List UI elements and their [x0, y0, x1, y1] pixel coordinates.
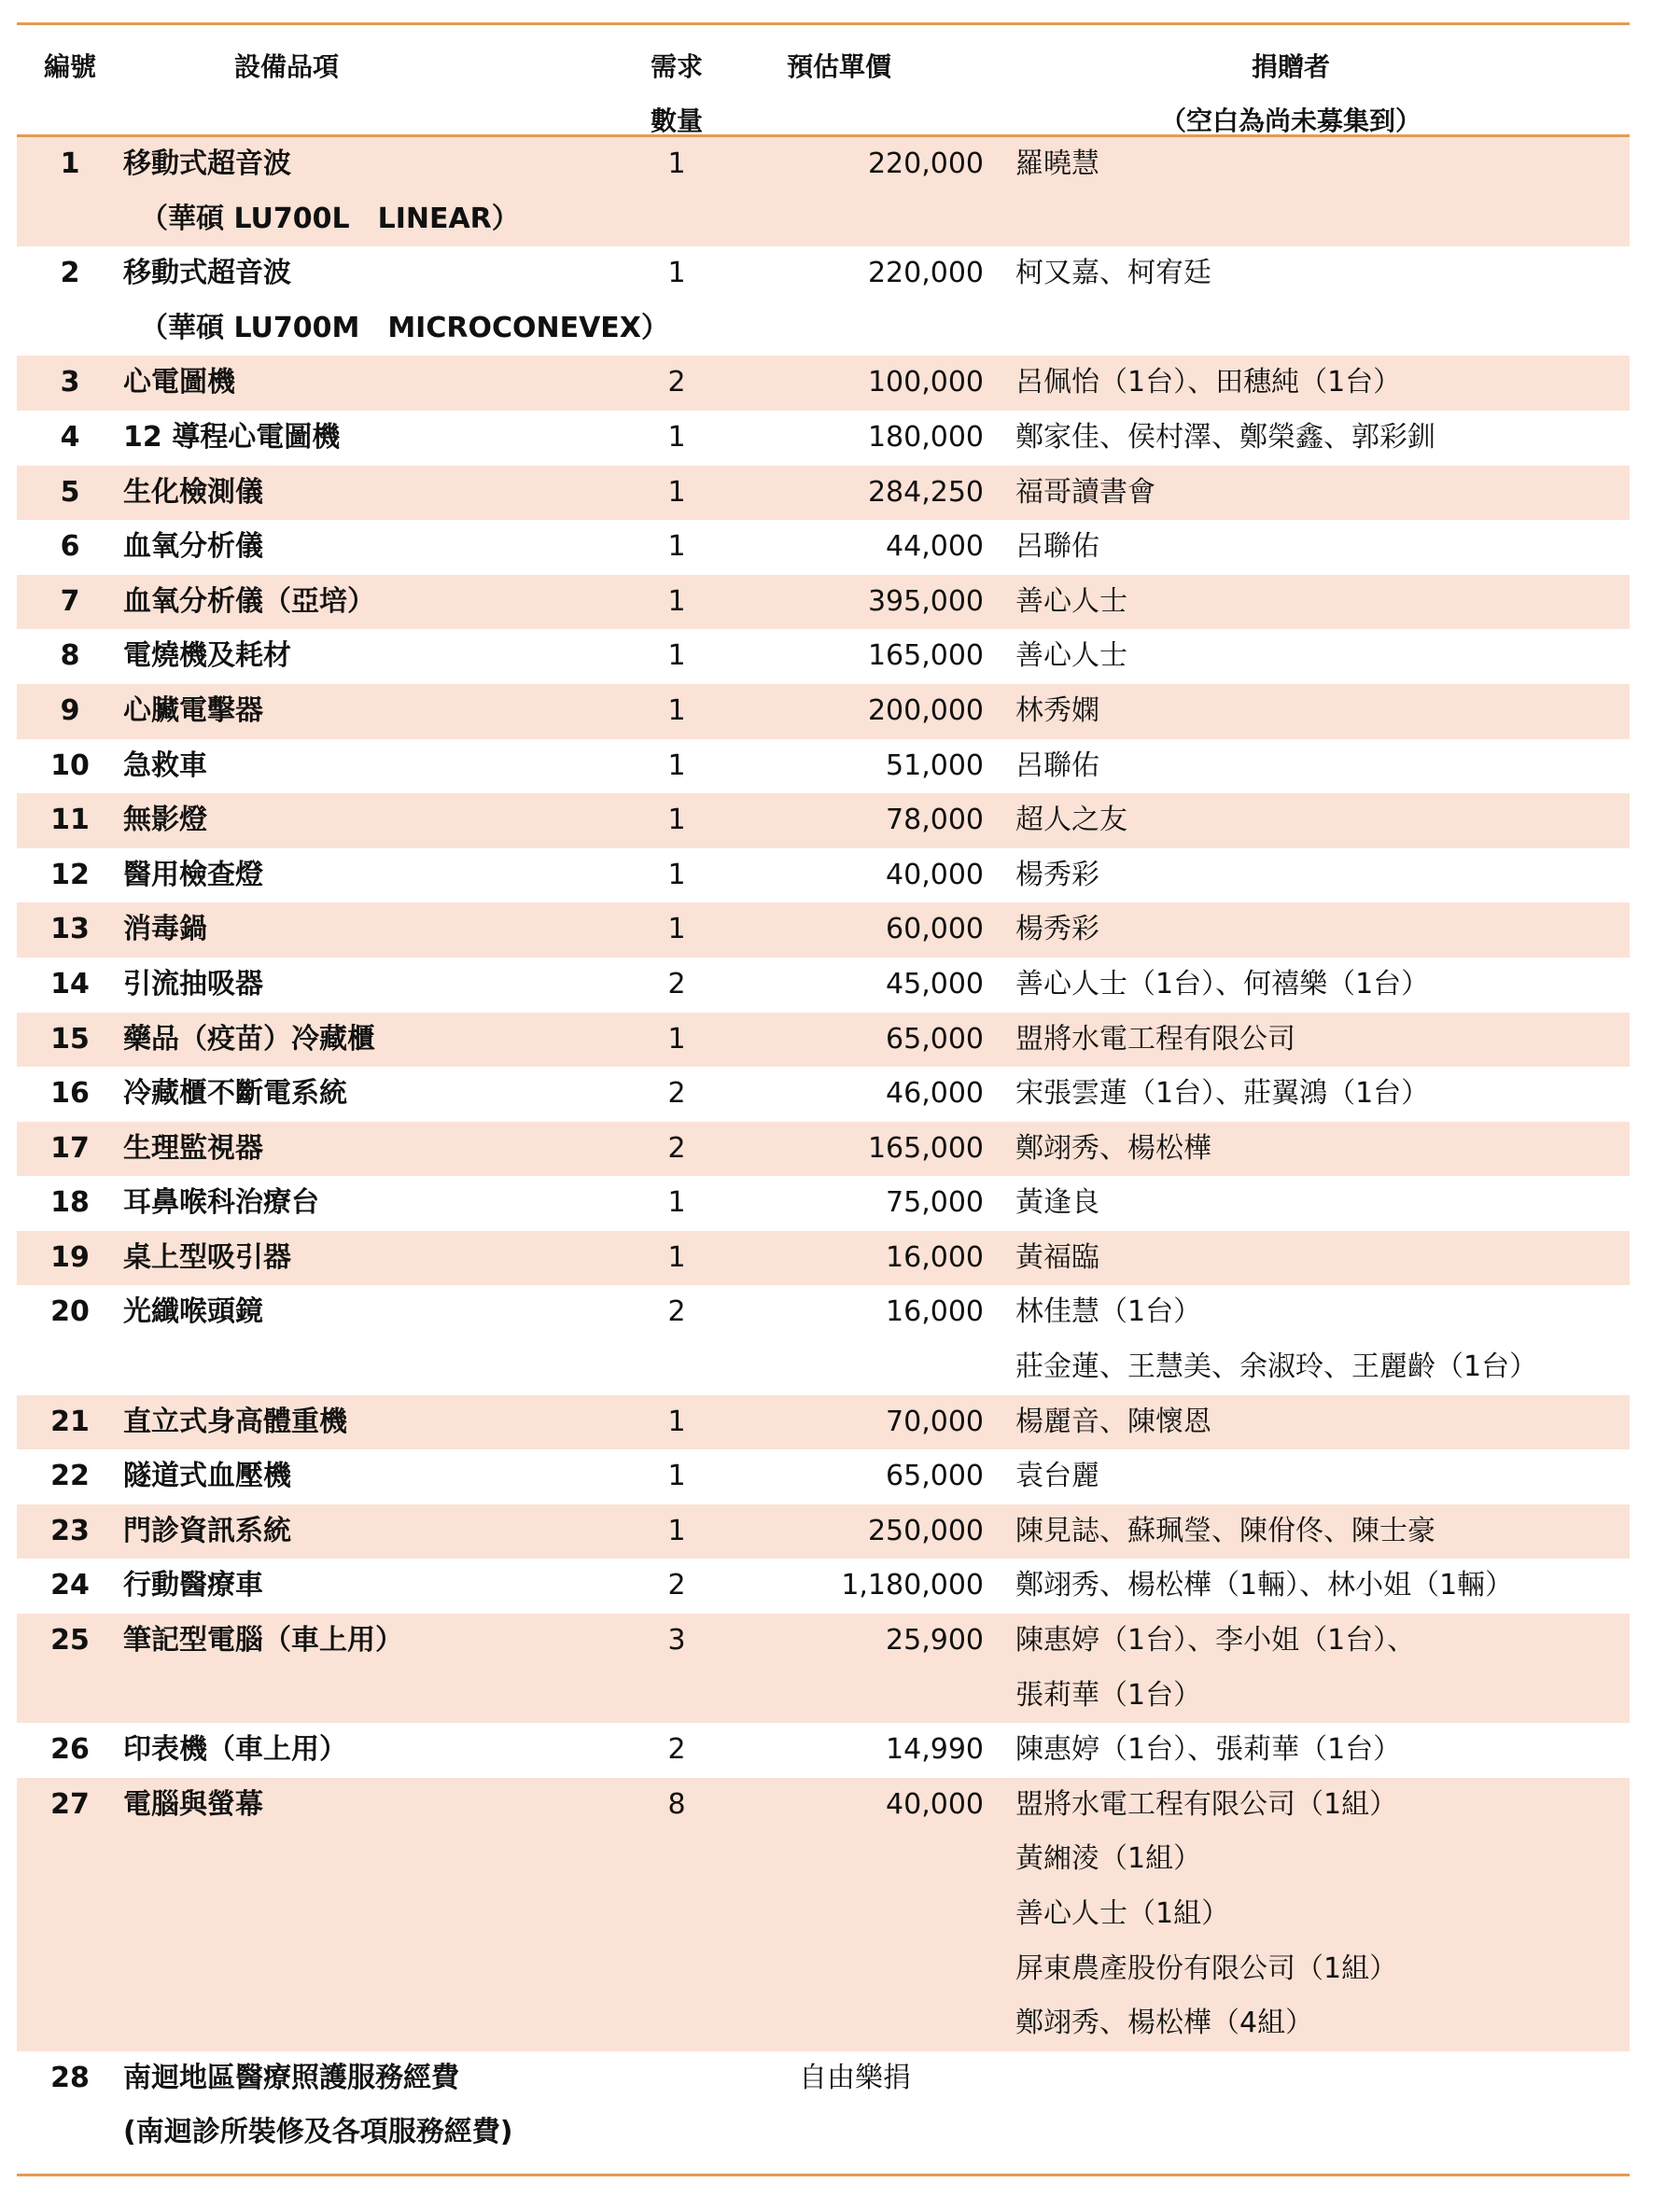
row-item	[123, 1285, 627, 1394]
row-qty: 2	[667, 366, 686, 399]
row-item	[123, 137, 627, 246]
row-number: 2	[60, 257, 80, 290]
item-detail: (南迴診所裝修及各項服務經費)	[123, 2116, 513, 2149]
row-donors	[989, 1614, 1630, 1723]
row-item	[123, 958, 627, 1013]
row-number: 19	[50, 1240, 90, 1274]
row-number: 10	[50, 748, 90, 782]
row-number: 13	[50, 913, 90, 946]
item-name: 藥品（疫苗）冷藏櫃	[123, 1022, 375, 1056]
row-qty: 2	[667, 1733, 686, 1767]
donor-line: 袁台麗	[1015, 1460, 1099, 1493]
header-item: 設備品項	[233, 51, 339, 82]
header-donor-line2: （空白為尚未募集到）	[1159, 105, 1421, 136]
row-donors	[989, 902, 1630, 958]
row-donors	[989, 466, 1630, 521]
item-name: 血氧分析儀（亞培）	[123, 584, 375, 618]
donor-line: 陳惠婷（1台）、張莉華（1台）	[1015, 1733, 1402, 1767]
table-row	[17, 793, 1630, 848]
row-item	[123, 1504, 627, 1560]
row-number: 17	[50, 1131, 90, 1165]
table-row	[17, 902, 1630, 958]
row-donors	[989, 356, 1630, 411]
donor-line: 鄭翊秀、楊松樺	[1015, 1131, 1211, 1165]
row-number: 12	[50, 858, 90, 891]
row-donors	[989, 246, 1630, 356]
item-name: 消毒鍋	[123, 913, 207, 946]
table-row	[17, 848, 1630, 903]
row-donors	[989, 1013, 1630, 1068]
row-price: 65,000	[886, 1460, 984, 1493]
donor-line: 羅曉慧	[1015, 147, 1099, 180]
row-price: 1,180,000	[841, 1569, 984, 1602]
header-no: 編號	[43, 51, 96, 82]
table-row	[17, 1285, 1630, 1394]
row-item	[123, 1122, 627, 1177]
row-qty: 1	[667, 257, 686, 290]
row-price: 250,000	[867, 1514, 984, 1547]
table-header	[17, 25, 1630, 137]
row-price: 45,000	[886, 967, 984, 1000]
item-name: 電燒機及耗材	[123, 639, 291, 673]
row-qty: 1	[667, 804, 686, 837]
item-name: 心臟電擊器	[123, 693, 263, 727]
bottom-rule	[17, 2174, 1630, 2176]
row-donors	[989, 848, 1630, 903]
table-row	[17, 1614, 1630, 1723]
row-price: 220,000	[867, 257, 984, 290]
row-number: 20	[50, 1295, 90, 1329]
donor-line: 宋張雲蓮（1台）、莊翼鴻（1台）	[1015, 1077, 1430, 1111]
row-donors	[989, 1395, 1630, 1450]
row-qty	[627, 2051, 726, 2161]
row-price: 75,000	[886, 1186, 984, 1220]
donor-line: 鄭翊秀、楊松樺（4組）	[1015, 2007, 1314, 2040]
row-qty: 1	[667, 475, 686, 509]
row-price: 180,000	[867, 420, 984, 454]
row-item	[123, 466, 627, 521]
row-donors	[989, 137, 1630, 246]
donor-line: 鄭家佳、侯村澤、鄭榮鑫、郭彩釧	[1015, 420, 1435, 454]
row-donors	[989, 575, 1630, 630]
header-donor-line1: 捐贈者	[1251, 51, 1330, 82]
row-item	[123, 246, 669, 356]
row-price: 46,000	[886, 1077, 984, 1111]
donor-line: 善心人士	[1015, 584, 1127, 618]
row-price: 395,000	[867, 584, 984, 618]
row-donors	[989, 1231, 1630, 1286]
item-name: 12 導程心電圖機	[123, 420, 341, 454]
row-item	[123, 1176, 627, 1231]
item-name: 引流抽吸器	[123, 967, 263, 1000]
row-price: 78,000	[886, 804, 984, 837]
row-price: 14,990	[886, 1733, 984, 1767]
row-price: 165,000	[867, 1131, 984, 1165]
row-number: 3	[60, 366, 80, 399]
donor-line: 盟將水電工程有限公司（1組）	[1015, 1787, 1398, 1821]
table-row	[17, 1395, 1630, 1450]
row-item	[123, 739, 627, 794]
item-name: 印表機（車上用）	[123, 1733, 347, 1767]
row-donors	[989, 739, 1630, 794]
row-qty: 1	[667, 584, 686, 618]
row-item	[123, 1013, 627, 1068]
item-name: 無影燈	[123, 804, 207, 837]
row-donors	[989, 1285, 1630, 1394]
row-price: 65,000	[886, 1022, 984, 1056]
donor-line: 楊秀彩	[1015, 858, 1099, 891]
row-price: 200,000	[867, 693, 984, 727]
header-price: 預估單價	[786, 51, 891, 82]
row-donors	[989, 684, 1630, 739]
header-donor	[989, 25, 1630, 134]
donor-line: 呂聯佑	[1015, 748, 1099, 782]
row-qty: 2	[667, 967, 686, 1000]
donor-line: 屏東農產股份有限公司（1組）	[1015, 1951, 1398, 1985]
donor-line: 善心人士	[1015, 639, 1127, 673]
row-qty: 2	[667, 1295, 686, 1329]
donor-line: 鄭翊秀、楊松樺（1輛）、林小姐（1輛）	[1015, 1569, 1514, 1602]
row-donors	[989, 1067, 1630, 1122]
donor-line: 楊麗音、陳懷恩	[1015, 1405, 1211, 1438]
row-qty: 1	[667, 693, 686, 727]
row-price: 70,000	[886, 1405, 984, 1438]
row-item	[123, 2051, 627, 2161]
row-item	[123, 684, 627, 739]
table-body	[17, 137, 1630, 2161]
table-row	[17, 1231, 1630, 1286]
row-price: 51,000	[886, 748, 984, 782]
row-number: 11	[50, 804, 90, 837]
item-name: 血氧分析儀	[123, 530, 263, 564]
donor-line: 莊金蓮、王慧美、余淑玲、王麗齡（1台）	[1015, 1350, 1538, 1384]
table-row	[17, 466, 1630, 521]
table-row	[17, 1067, 1630, 1122]
row-qty: 1	[667, 1460, 686, 1493]
row-donors	[989, 2051, 1630, 2161]
row-price: 40,000	[886, 1787, 984, 1821]
row-number: 28	[50, 2061, 90, 2094]
row-price: 60,000	[886, 913, 984, 946]
row-price: 16,000	[886, 1295, 984, 1329]
row-price: 16,000	[886, 1240, 984, 1274]
item-name: 電腦與螢幕	[123, 1787, 263, 1821]
donor-line: 黃逢良	[1015, 1186, 1099, 1220]
donor-line: 林佳慧（1台）	[1015, 1295, 1202, 1329]
row-qty: 1	[667, 147, 686, 180]
table-row	[17, 1723, 1630, 1778]
row-price: 25,900	[886, 1624, 984, 1658]
item-name: 生理監視器	[123, 1131, 263, 1165]
item-name: 心電圖機	[123, 366, 235, 399]
table-row	[17, 1559, 1630, 1614]
item-name: 桌上型吸引器	[123, 1240, 291, 1274]
table-row	[17, 739, 1630, 794]
table-row	[17, 1449, 1630, 1504]
row-item	[123, 520, 627, 575]
row-qty: 1	[667, 858, 686, 891]
item-name: 直立式身高體重機	[123, 1405, 347, 1438]
row-donors	[989, 1176, 1630, 1231]
table-row	[17, 137, 1630, 246]
row-qty: 3	[667, 1624, 686, 1658]
donor-line: 呂聯佑	[1015, 530, 1099, 564]
row-number: 4	[60, 420, 80, 454]
table-row	[17, 520, 1630, 575]
row-price: 220,000	[867, 147, 984, 180]
table-row	[17, 1176, 1630, 1231]
row-number: 27	[50, 1787, 90, 1821]
table-row	[17, 246, 1630, 356]
row-number: 18	[50, 1186, 90, 1220]
item-name: 門診資訊系統	[123, 1514, 291, 1547]
table-row	[17, 629, 1630, 684]
row-number: 15	[50, 1022, 90, 1056]
item-name: 耳鼻喉科治療台	[123, 1186, 319, 1220]
row-qty: 2	[667, 1077, 686, 1111]
item-name: 筆記型電腦（車上用）	[123, 1624, 403, 1658]
donor-line: 盟將水電工程有限公司	[1015, 1022, 1295, 1056]
row-number: 24	[50, 1569, 90, 1602]
row-item	[123, 848, 627, 903]
row-qty: 1	[667, 530, 686, 564]
donor-line: 善心人士（1台）、何禧樂（1台）	[1015, 967, 1430, 1000]
table-row	[17, 1504, 1630, 1560]
row-donors	[989, 1122, 1630, 1177]
row-donors	[989, 958, 1630, 1013]
row-donors	[989, 793, 1630, 848]
row-donors	[989, 629, 1630, 684]
row-number: 7	[60, 584, 80, 618]
item-name: 冷藏櫃不斷電系統	[123, 1077, 347, 1111]
item-name: 移動式超音波	[123, 147, 291, 180]
donor-line: 陳見誌、蘇珮瑩、陳佾佟、陳士豪	[1015, 1514, 1435, 1547]
row-price: 40,000	[886, 858, 984, 891]
row-item	[123, 575, 627, 630]
donor-line: 柯又嘉、柯宥廷	[1015, 257, 1211, 290]
table-row	[17, 575, 1630, 630]
row-item	[123, 629, 627, 684]
header-qty-line2: 數量	[650, 105, 703, 136]
item-name: 行動醫療車	[123, 1569, 263, 1602]
row-price: 自由樂捐	[799, 2061, 911, 2094]
row-number: 6	[60, 530, 80, 564]
row-item	[123, 1231, 627, 1286]
donor-line: 張莉華（1台）	[1015, 1678, 1202, 1712]
row-donors	[989, 1723, 1630, 1778]
row-donors	[989, 411, 1630, 466]
header-qty	[627, 25, 726, 134]
header-qty-line1: 需求	[650, 51, 703, 82]
row-item	[123, 1559, 627, 1614]
row-number: 8	[60, 639, 80, 673]
row-donors	[989, 520, 1630, 575]
item-detail: （華碩 LU700L LINEAR）	[140, 202, 520, 235]
row-price: 44,000	[886, 530, 984, 564]
row-qty: 1	[667, 748, 686, 782]
row-item	[123, 793, 627, 848]
item-name: 生化檢測儀	[123, 475, 263, 509]
item-name: 醫用檢查燈	[123, 858, 263, 891]
row-number: 21	[50, 1405, 90, 1438]
row-price: 100,000	[867, 366, 984, 399]
donation-table	[17, 22, 1630, 2176]
row-qty: 1	[667, 420, 686, 454]
row-item	[123, 1449, 627, 1504]
row-item	[123, 1067, 627, 1122]
table-row	[17, 411, 1630, 466]
row-price: 165,000	[867, 639, 984, 673]
table-row	[17, 356, 1630, 411]
donor-line: 超人之友	[1015, 804, 1127, 837]
table-row	[17, 1013, 1630, 1068]
row-item	[123, 1614, 627, 1723]
donor-line: 呂佩怡（1台）、田穗純（1台）	[1015, 366, 1402, 399]
row-qty: 2	[667, 1569, 686, 1602]
row-donors	[989, 1559, 1630, 1614]
row-number: 16	[50, 1077, 90, 1111]
table-row	[17, 684, 1630, 739]
item-name: 移動式超音波	[123, 257, 291, 290]
row-number: 23	[50, 1514, 90, 1547]
donor-line: 楊秀彩	[1015, 913, 1099, 946]
row-number: 26	[50, 1733, 90, 1767]
donor-line: 陳惠婷（1台）、李小姐（1台）、	[1015, 1624, 1416, 1658]
item-name: 光纖喉頭鏡	[123, 1295, 263, 1329]
row-number: 5	[60, 475, 80, 509]
donor-line: 黃福臨	[1015, 1240, 1099, 1274]
row-qty: 1	[667, 1022, 686, 1056]
row-qty: 1	[667, 639, 686, 673]
row-number: 14	[50, 967, 90, 1000]
table-row	[17, 2051, 1630, 2161]
row-donors	[989, 1778, 1630, 2051]
row-item	[123, 356, 627, 411]
item-name: 急救車	[123, 748, 207, 782]
row-donors	[989, 1449, 1630, 1504]
item-name: 南迴地區醫療照護服務經費	[123, 2061, 459, 2094]
row-qty: 8	[667, 1787, 686, 1821]
row-qty: 1	[667, 1514, 686, 1547]
table-row	[17, 1122, 1630, 1177]
row-item	[123, 1395, 627, 1450]
row-qty: 1	[667, 1405, 686, 1438]
row-number: 9	[60, 693, 80, 727]
row-qty: 1	[667, 1240, 686, 1274]
row-number: 25	[50, 1624, 90, 1658]
table-row	[17, 1778, 1630, 2051]
row-item	[123, 902, 627, 958]
row-item	[123, 1778, 627, 2051]
donor-line: 黃緗淩（1組）	[1015, 1842, 1202, 1876]
donor-line: 福哥讀書會	[1015, 475, 1155, 509]
row-price: 284,250	[867, 475, 984, 509]
donor-line: 林秀嫻	[1015, 693, 1099, 727]
donor-line: 善心人士（1組）	[1015, 1897, 1230, 1930]
row-qty: 2	[667, 1131, 686, 1165]
row-item	[123, 411, 627, 466]
row-item	[123, 1723, 627, 1778]
row-donors	[989, 1504, 1630, 1560]
table-row	[17, 958, 1630, 1013]
row-qty: 1	[667, 913, 686, 946]
row-qty: 1	[667, 1186, 686, 1220]
row-number: 22	[50, 1460, 90, 1493]
item-name: 隧道式血壓機	[123, 1460, 291, 1493]
item-detail: （華碩 LU700M MICROCONEVEX）	[140, 311, 669, 344]
row-number: 1	[60, 147, 80, 180]
